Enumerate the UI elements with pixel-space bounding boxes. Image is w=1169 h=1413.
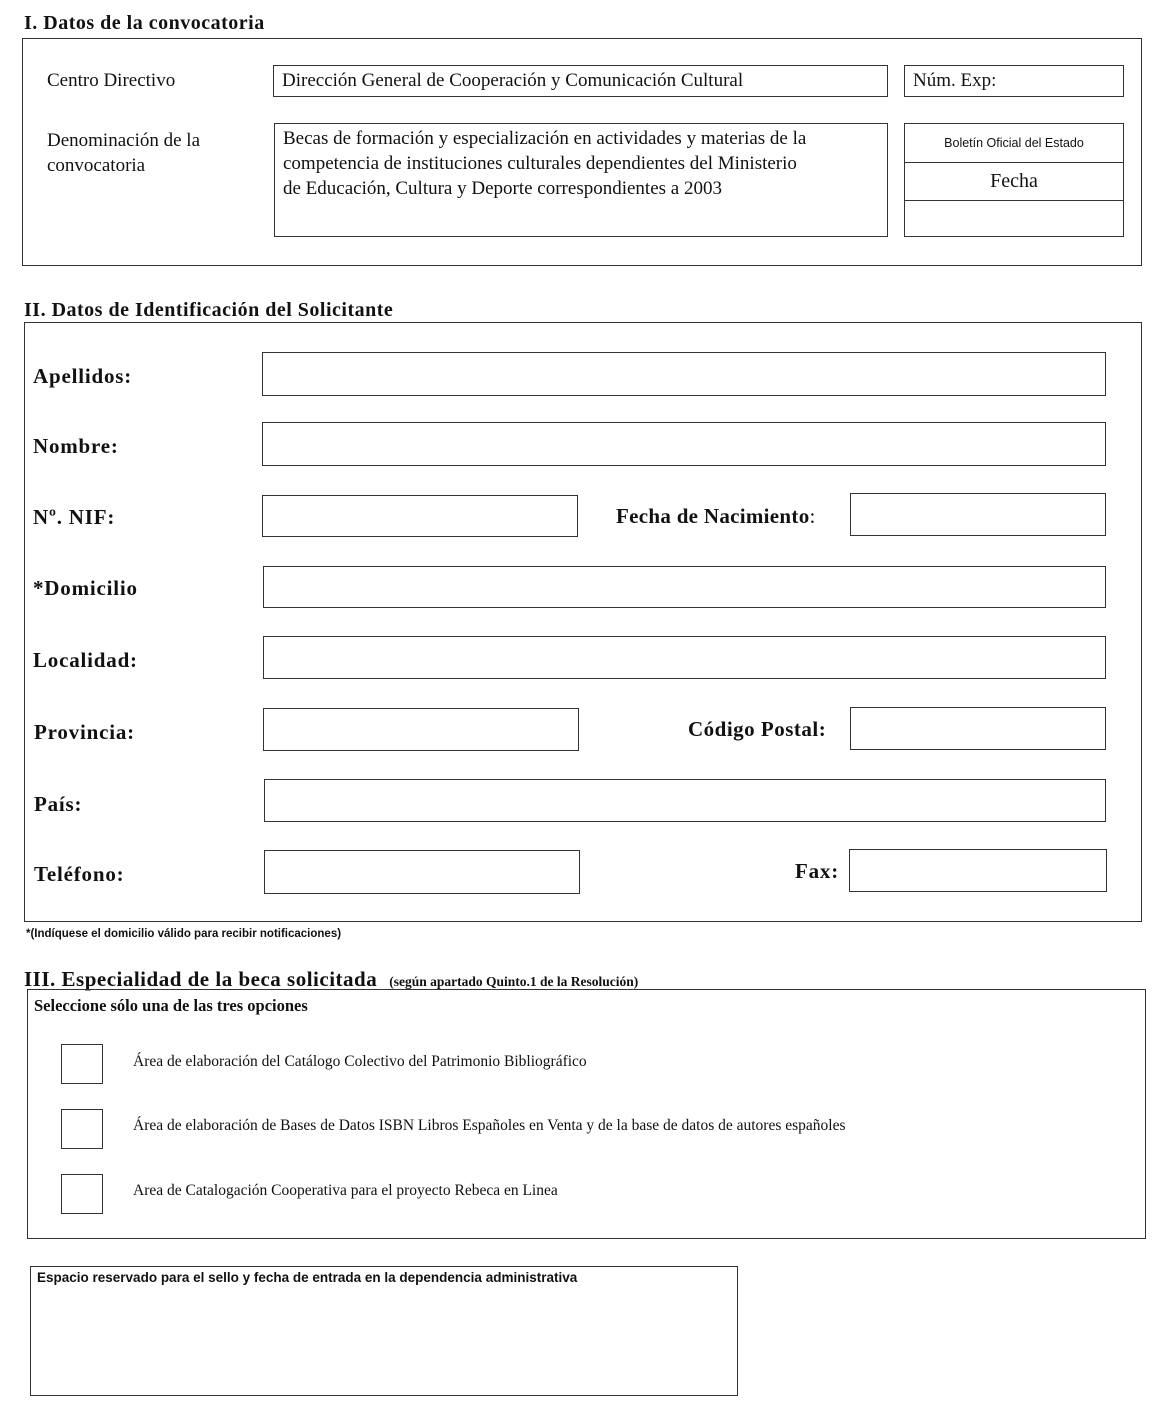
apellidos-input[interactable] — [262, 352, 1106, 396]
provincia-label: Provincia: — [34, 720, 135, 744]
provincia-input[interactable] — [263, 708, 579, 751]
fax-label: Fax: — [795, 859, 840, 883]
fecha-nacimiento-input[interactable] — [850, 493, 1106, 536]
option-1-checkbox[interactable] — [61, 1044, 103, 1084]
centro-directivo-label: Centro Directivo — [47, 70, 176, 91]
nombre-input[interactable] — [262, 422, 1106, 466]
fecha-nacimiento-colon: : — [809, 504, 816, 528]
apellidos-label: Apellidos: — [33, 364, 133, 388]
option-2-checkbox[interactable] — [61, 1109, 103, 1149]
section2-panel — [24, 322, 1142, 922]
denominacion-field[interactable] — [274, 123, 888, 237]
domicilio-input[interactable] — [263, 566, 1106, 608]
nombre-label: Nombre: — [33, 434, 119, 458]
fecha-nacimiento-label: Fecha de Nacimiento — [616, 504, 810, 528]
nif-input[interactable] — [262, 495, 578, 537]
denominacion-line2: competencia de instituciones culturales dependientes del Ministerio — [283, 153, 797, 174]
localidad-label: Localidad: — [33, 648, 138, 672]
fax-input[interactable] — [849, 849, 1107, 892]
denominacion-line3: de Educación, Cultura y Deporte correspondientes a 2003 — [283, 178, 722, 199]
pais-label: País: — [34, 792, 83, 816]
denominacion-label-line2: convocatoria — [47, 155, 146, 176]
boe-box — [904, 123, 1124, 237]
section1-title: I. Datos de la convocatoria — [24, 12, 265, 34]
denominacion-line1: Becas de formación y especialización en actividades y materias de la — [283, 128, 807, 149]
codigo-postal-input[interactable] — [850, 707, 1106, 750]
boe-fecha-field[interactable] — [905, 201, 1123, 237]
telefono-label: Teléfono: — [34, 862, 125, 886]
localidad-input[interactable] — [263, 636, 1106, 679]
telefono-input[interactable] — [264, 850, 580, 894]
pais-input[interactable] — [264, 779, 1106, 822]
nif-label: Nº. NIF: — [33, 505, 116, 529]
stamp-label: Espacio reservado para el sello y fecha de entrada en la dependencia administrativa — [37, 1270, 578, 1285]
denominacion-label-line1: Denominación de la — [47, 130, 201, 151]
fecha-label: Fecha — [905, 163, 1123, 201]
section2-title: II. Datos de Identificación del Solicitante — [24, 299, 394, 321]
num-exp-field[interactable]: Núm. Exp: — [904, 65, 1124, 97]
option-3-checkbox[interactable] — [61, 1174, 103, 1214]
fecha-nacimiento-label-group — [616, 504, 815, 529]
domicilio-footnote: *(Indíquese el domicilio válido para recibir notificaciones) — [26, 928, 342, 940]
section3-subtitle: (según apartado Quinto.1 de la Resolución) — [389, 974, 639, 989]
domicilio-label: *Domicilio — [33, 576, 138, 600]
option-2-label: Área de elaboración de Bases de Datos ISBN Libros Españoles en Venta y de la base de datos de autores españoles — [133, 1117, 846, 1134]
boe-label: Boletín Oficial del Estado — [905, 124, 1123, 163]
section3-instruction: Seleccione sólo una de las tres opciones — [34, 996, 308, 1015]
section3-title: III. Especialidad de la beca solicitada — [24, 967, 378, 991]
codigo-postal-label: Código Postal: — [688, 717, 827, 741]
section3-panel — [27, 989, 1146, 1239]
stamp-box — [30, 1266, 738, 1396]
centro-directivo-field[interactable]: Dirección General de Cooperación y Comunicación Cultural — [273, 65, 888, 97]
option-3-label: Area de Catalogación Cooperativa para el proyecto Rebeca en Linea — [133, 1182, 558, 1199]
option-1-label: Área de elaboración del Catálogo Colectivo del Patrimonio Bibliográfico — [133, 1053, 587, 1070]
